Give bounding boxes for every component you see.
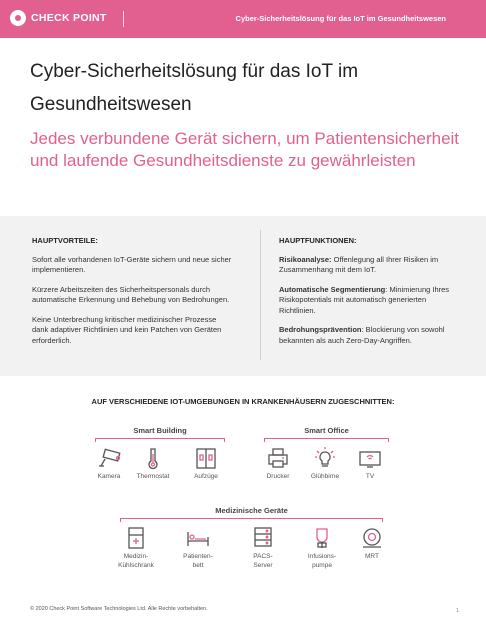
camera-icon (96, 446, 122, 470)
item-elevator (181, 446, 231, 482)
item-label: TV (365, 473, 375, 480)
mri-icon (359, 526, 385, 550)
item-mri (347, 526, 397, 562)
function-term: Bedrohungsprävention (279, 325, 362, 334)
function-text: Offenlegung all Ihrer Risiken im Zusammenhang mit dem IoT. (279, 254, 439, 274)
function-item (279, 325, 459, 346)
item-patient-bed (173, 526, 223, 570)
function-text: : Minimierung Ihres Risikopotentials mit automatisch generierten Richtlinien. (279, 284, 450, 315)
benefits-column (32, 236, 232, 355)
item-pacs-server (238, 526, 288, 570)
benefit-item: Keine Unterbrechung kritischer medizinischer Prozesse dank adaptiver Richtlinien und kein Patchen von Geräten erforderlich. (32, 314, 222, 345)
item-tv (345, 446, 395, 482)
item-label: Thermostat (136, 473, 170, 480)
infusion-pump-icon (309, 526, 335, 550)
function-term: Risikoanalyse: (279, 254, 332, 264)
header-title: Cyber-Sicherheitslösung für das IoT im Gesundheitswesen (235, 14, 446, 23)
environments-heading: AUF VERSCHIEDENE IOT-UMGEBUNGEN IN KRANKENHÄUSERN ZUGESCHNITTEN: (91, 397, 395, 406)
page-subtitle: Jedes verbundene Gerät sichern, um Patientensicherheit und laufende Gesundheitsdienste zu gewährleisten (30, 129, 460, 170)
elevator-icon (193, 446, 219, 470)
page-title: Cyber-Sicherheitslösung für das IoT im Gesundheitswesen (30, 61, 359, 115)
benefit-item: Kürzere Arbeitszeiten des Sicherheitspersonals durch automatische Erkennung und Behebung von Bedrohungen. (32, 284, 230, 304)
function-term: Automatische Segmentierung (279, 284, 386, 294)
item-label: PACS- Server (253, 553, 273, 569)
header-bar (0, 0, 486, 38)
function-item (279, 285, 459, 317)
item-label: Glühbirne (310, 473, 340, 480)
logo-text: CHECK POINT (31, 12, 107, 24)
page-number: 1 (456, 608, 460, 614)
printer-icon (265, 446, 291, 470)
function-text: : Blockierung von sowohl bekannten als auch Zero-Day-Angriffen. (279, 325, 445, 345)
benefit-item: Sofort alle vorhandenen IoT-Geräte sichern und neue sicher implementieren. (32, 254, 232, 274)
item-label: MRT (365, 553, 379, 560)
item-label: Aufzüge (194, 473, 218, 480)
functions-column (279, 236, 459, 355)
copyright-footer: © 2020 Check Point Software Technologies Ltd. Alle Rechte vorbehalten. (30, 606, 208, 612)
item-infusion-pump (297, 526, 347, 570)
pacs-server-icon (250, 526, 276, 550)
item-label: Medizin- Kühlschrank (118, 553, 154, 569)
thermostat-icon (140, 446, 166, 470)
smart-office-bracket (264, 438, 389, 439)
item-label: Patienten- bett (183, 553, 213, 569)
medical-fridge-icon (123, 526, 149, 550)
header-divider (123, 11, 124, 27)
column-divider (260, 230, 261, 360)
tv-icon (357, 446, 383, 470)
smart-building-title: Smart Building (133, 426, 187, 435)
lightbulb-icon (312, 446, 338, 470)
smart-building-bracket (95, 438, 225, 439)
item-label: Drucker (266, 473, 290, 480)
item-printer (253, 446, 303, 482)
patient-bed-icon (185, 526, 211, 550)
benefits-heading: HAUPTVORTEILE: (32, 236, 98, 245)
smart-office-title: Smart Office (304, 426, 349, 435)
item-label: Infusions- pumpe (307, 553, 337, 569)
check-point-logo (10, 10, 107, 26)
item-medical-fridge (111, 526, 161, 570)
item-label: Kamera (97, 473, 121, 480)
check-point-logo-icon (10, 10, 26, 26)
item-camera (84, 446, 134, 482)
function-item (279, 255, 459, 276)
medical-devices-bracket (120, 518, 383, 519)
item-lightbulb (300, 446, 350, 482)
functions-heading: HAUPTFUNKTIONEN: (279, 236, 357, 245)
medical-devices-title: Medizinische Geräte (215, 506, 288, 515)
item-thermostat (128, 446, 178, 482)
